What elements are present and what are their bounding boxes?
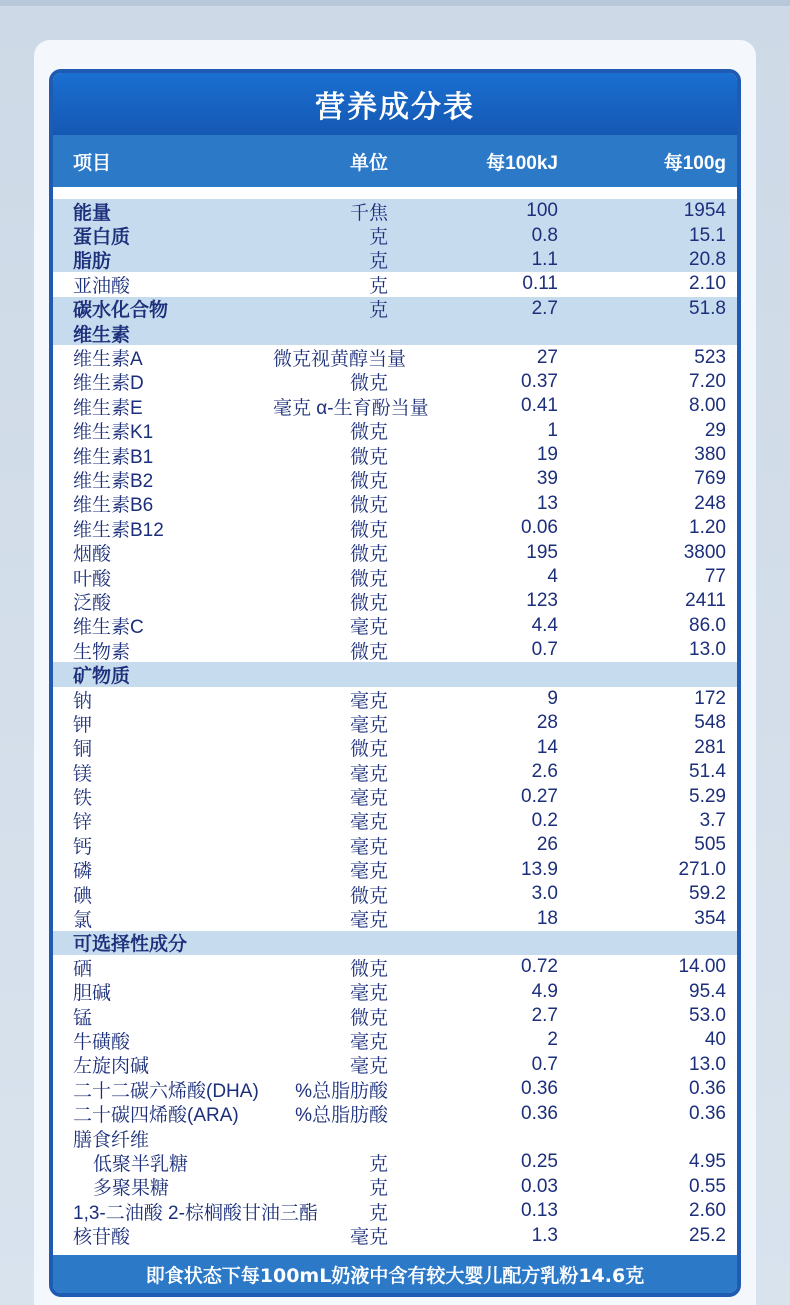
row-value-per-kj: 13	[536, 492, 558, 514]
row-value-per-g: 248	[694, 492, 726, 514]
row-unit: %总脂肪酸	[295, 1080, 388, 1102]
row-value-per-g: 15.1	[689, 224, 726, 246]
row-value-per-g: 77	[704, 566, 726, 588]
row-name: 脂肪	[73, 251, 112, 273]
row-value-per-kj: 0.11	[522, 273, 558, 295]
row-value-per-kj: 100	[526, 200, 558, 222]
row-unit: 毫克	[349, 1056, 388, 1078]
row-name: 维生素C	[73, 617, 144, 639]
row-value-per-kj: 0.27	[521, 785, 558, 807]
table-row	[53, 614, 737, 638]
row-value-per-kj: 14	[536, 736, 558, 758]
row-unit: 微克	[349, 446, 388, 468]
table-row	[53, 760, 737, 784]
table-row	[53, 321, 737, 345]
row-unit: 毫克	[349, 714, 388, 736]
row-name: 二十碳四烯酸(ARA)	[73, 1105, 239, 1127]
row-value-per-g: 0.36	[689, 1078, 726, 1100]
row-name: 可选择性成分	[73, 934, 188, 956]
row-unit: 微克	[349, 958, 388, 980]
table-row	[53, 736, 737, 760]
row-value-per-kj: 0.13	[521, 1200, 558, 1222]
table-row	[53, 589, 737, 613]
row-name: 钠	[73, 690, 93, 712]
row-value-per-kj: 0.36	[521, 1102, 558, 1124]
table-row	[53, 394, 737, 418]
row-name: 矿物质	[73, 666, 131, 688]
row-unit: 毫克	[349, 1227, 388, 1249]
row-unit: 微克	[349, 519, 388, 541]
row-name: 铁	[73, 788, 93, 810]
row-unit: 毫克	[349, 836, 388, 858]
row-value-per-kj: 2	[547, 1029, 558, 1051]
row-value-per-kj: 2.7	[531, 297, 558, 319]
row-name: 泛酸	[73, 592, 112, 614]
row-value-per-g: 20.8	[689, 248, 726, 270]
row-value-per-kj: 0.7	[531, 1053, 558, 1075]
table-row	[53, 980, 737, 1004]
row-name: 钾	[73, 714, 93, 736]
row-value-per-g: 59.2	[689, 883, 726, 905]
row-value-per-kj: 28	[536, 712, 558, 734]
row-value-per-g: 13.0	[689, 1053, 726, 1075]
row-unit: 毫克	[349, 617, 388, 639]
table-row	[53, 955, 737, 979]
row-value-per-g: 7.20	[689, 370, 726, 392]
row-unit: 毫克	[349, 1031, 388, 1053]
row-value-per-g: 271.0	[678, 858, 726, 880]
table-row	[53, 370, 737, 394]
row-unit: 克	[368, 1202, 388, 1224]
row-value-per-g: 13.0	[689, 639, 726, 661]
table-row	[53, 858, 737, 882]
row-name: 铜	[73, 739, 93, 761]
row-name: 叶酸	[73, 568, 112, 590]
row-value-per-kj: 9	[547, 688, 558, 709]
header-name: 项目	[73, 152, 112, 174]
table-row	[53, 1150, 737, 1174]
table-row	[53, 1175, 737, 1199]
row-unit: %总脂肪酸	[295, 1105, 388, 1127]
row-value-per-g: 51.8	[689, 297, 726, 319]
table-row	[53, 809, 737, 833]
row-name: 维生素A	[73, 349, 143, 371]
table-row	[53, 492, 737, 516]
row-value-per-g: 769	[694, 468, 726, 490]
row-value-per-kj: 195	[526, 541, 558, 563]
row-name: 维生素	[73, 324, 131, 346]
table-row	[53, 1126, 737, 1150]
table-row	[53, 1101, 737, 1125]
table-row	[53, 443, 737, 467]
table-row	[53, 467, 737, 491]
row-name: 1,3-二油酸 2-棕榈酸甘油三酯	[73, 1202, 318, 1224]
row-value-per-kj: 0.2	[531, 809, 558, 831]
row-value-per-g: 1954	[683, 200, 726, 222]
row-unit: 克	[368, 1153, 388, 1175]
row-name: 维生素B12	[73, 519, 164, 541]
row-value-per-kj: 39	[536, 468, 558, 490]
row-unit: 微克视黄醇当量	[273, 349, 407, 371]
table-row	[53, 1077, 737, 1101]
table-row	[53, 223, 737, 247]
row-value-per-kj: 18	[536, 907, 558, 929]
row-value-per-kj: 2.7	[531, 1005, 558, 1027]
row-value-per-g: 172	[694, 688, 726, 709]
table-row	[53, 906, 737, 930]
row-unit: 微克	[349, 373, 388, 395]
table-row	[53, 687, 737, 711]
row-value-per-g: 3.7	[699, 809, 726, 831]
header-per-g: 每100g	[663, 152, 726, 174]
row-value-per-g: 4.95	[689, 1151, 726, 1173]
row-unit: 微克	[349, 495, 388, 517]
row-unit: 毫克	[349, 763, 388, 785]
row-name: 钙	[73, 836, 93, 858]
row-value-per-g: 2.10	[689, 273, 726, 295]
row-value-per-kj: 13.9	[521, 858, 558, 880]
row-value-per-kj: 0.37	[521, 370, 558, 392]
table-row	[53, 540, 737, 564]
row-value-per-g: 14.00	[678, 956, 726, 978]
table-row	[53, 199, 737, 223]
row-name: 胆碱	[73, 983, 112, 1005]
row-name: 多聚果糖	[93, 1178, 170, 1200]
row-name: 镁	[73, 763, 93, 785]
row-name: 碳水化合物	[73, 300, 169, 322]
row-name: 锰	[73, 1007, 93, 1029]
row-unit: 克	[368, 1178, 388, 1200]
row-value-per-kj: 27	[536, 346, 558, 368]
row-unit: 克	[368, 227, 388, 249]
row-unit: 毫克	[349, 983, 388, 1005]
row-value-per-kj: 19	[536, 444, 558, 466]
table-row	[53, 1028, 737, 1052]
row-value-per-kj: 0.36	[521, 1078, 558, 1100]
row-value-per-g: 380	[694, 444, 726, 466]
row-unit: 微克	[349, 592, 388, 614]
row-name: 蛋白质	[73, 227, 131, 249]
row-name: 维生素B1	[73, 446, 154, 468]
table-row	[53, 833, 737, 857]
row-name: 维生素B6	[73, 495, 154, 517]
table-row	[53, 784, 737, 808]
row-value-per-g: 29	[704, 419, 726, 441]
row-name: 亚油酸	[73, 275, 131, 297]
row-value-per-kj: 26	[536, 834, 558, 856]
row-value-per-g: 1.20	[689, 517, 726, 539]
table-row	[53, 297, 737, 321]
row-value-per-g: 281	[694, 736, 726, 758]
row-unit: 毫克	[349, 788, 388, 810]
row-unit: 毫克	[349, 861, 388, 883]
row-name: 左旋肉碱	[73, 1056, 150, 1078]
row-name: 维生素B2	[73, 471, 154, 492]
table-row	[53, 1053, 737, 1077]
row-unit: 微克	[349, 739, 388, 761]
row-value-per-g: 0.36	[689, 1102, 726, 1124]
row-name: 核苷酸	[73, 1227, 131, 1249]
row-value-per-kj: 2.6	[531, 761, 558, 783]
row-value-per-g: 2411	[685, 590, 726, 612]
row-name: 维生素D	[73, 373, 144, 395]
row-value-per-kj: 123	[526, 590, 558, 612]
row-value-per-kj: 4.9	[531, 980, 558, 1002]
row-unit: 克	[368, 300, 388, 322]
row-name: 碘	[73, 885, 93, 907]
row-value-per-kj: 0.25	[521, 1151, 558, 1173]
table-row	[53, 931, 737, 955]
row-unit: 毫克	[349, 910, 388, 932]
row-unit: 毫克	[349, 812, 388, 834]
row-value-per-g: 354	[694, 907, 726, 929]
table-row	[53, 1199, 737, 1223]
row-unit: 毫克	[349, 690, 388, 712]
row-value-per-g: 53.0	[689, 1005, 726, 1027]
nutrition-table	[49, 69, 741, 1297]
row-name: 烟酸	[73, 544, 112, 566]
table-header	[53, 135, 737, 187]
row-value-per-kj: 4.4	[531, 614, 558, 636]
row-unit: 毫克 α-生育酚当量	[273, 397, 429, 419]
table-row	[53, 1004, 737, 1028]
row-name: 维生素E	[73, 397, 143, 419]
row-value-per-g: 5.29	[689, 785, 726, 807]
row-value-per-kj: 0.8	[531, 224, 558, 246]
row-value-per-kj: 1	[547, 419, 558, 441]
row-value-per-g: 25.2	[689, 1224, 726, 1246]
row-name: 能量	[73, 202, 112, 224]
row-name: 磷	[73, 861, 93, 883]
table-row	[53, 882, 737, 906]
row-unit: 微克	[349, 422, 388, 444]
row-unit: 微克	[349, 568, 388, 590]
row-value-per-g: 2.60	[689, 1200, 726, 1222]
table-row	[53, 1223, 737, 1247]
row-unit: 微克	[349, 544, 388, 566]
row-name: 低聚半乳糖	[93, 1153, 189, 1175]
row-name: 氯	[73, 910, 93, 932]
table-title: 营养成分表	[53, 73, 737, 135]
row-unit: 微克	[349, 471, 388, 492]
row-name: 锌	[73, 812, 93, 834]
table-row	[53, 419, 737, 443]
row-value-per-kj: 0.06	[521, 517, 558, 539]
row-value-per-g: 505	[694, 834, 726, 856]
row-value-per-kj: 0.72	[521, 956, 558, 978]
table-row	[53, 345, 737, 369]
row-value-per-g: 548	[694, 712, 726, 734]
top-border	[0, 0, 790, 6]
row-unit: 克	[368, 251, 388, 273]
header-per-kj: 每100kJ	[486, 152, 558, 174]
row-unit: 千焦	[349, 202, 388, 224]
row-value-per-g: 523	[694, 346, 726, 368]
row-value-per-kj: 0.41	[521, 395, 558, 417]
row-value-per-g: 8.00	[689, 395, 726, 417]
row-name: 二十二碳六烯酸(DHA)	[73, 1080, 259, 1102]
row-name: 牛磺酸	[73, 1031, 131, 1053]
row-unit: 克	[368, 275, 388, 297]
table-footer-note: 即食状态下每100mL奶液中含有较大婴儿配方乳粉14.6克	[53, 1255, 737, 1293]
header-unit: 单位	[349, 152, 388, 174]
row-value-per-kj: 0.7	[531, 639, 558, 661]
table-row	[53, 272, 737, 296]
row-name: 硒	[73, 958, 93, 980]
table-row	[53, 662, 737, 686]
row-unit: 微克	[349, 641, 388, 663]
row-value-per-g: 3800	[683, 541, 726, 563]
row-name: 维生素K1	[73, 422, 154, 444]
row-unit: 微克	[349, 885, 388, 907]
row-value-per-g: 95.4	[689, 980, 726, 1002]
row-value-per-kj: 0.03	[521, 1175, 558, 1197]
table-row	[53, 711, 737, 735]
row-value-per-g: 86.0	[689, 614, 726, 636]
row-value-per-g: 0.55	[689, 1175, 726, 1197]
table-body	[53, 199, 737, 1248]
row-value-per-g: 40	[704, 1029, 726, 1051]
row-value-per-g: 51.4	[689, 761, 726, 783]
row-value-per-kj: 3.0	[531, 883, 558, 905]
row-name: 生物素	[73, 641, 131, 663]
table-row	[53, 248, 737, 272]
row-value-per-kj: 1.1	[531, 248, 558, 270]
row-value-per-kj: 1.3	[531, 1224, 558, 1246]
row-unit: 微克	[349, 1007, 388, 1029]
row-value-per-kj: 4	[547, 566, 558, 588]
table-row	[53, 638, 737, 662]
table-row	[53, 516, 737, 540]
table-row	[53, 565, 737, 589]
row-name: 膳食纤维	[73, 1129, 150, 1151]
